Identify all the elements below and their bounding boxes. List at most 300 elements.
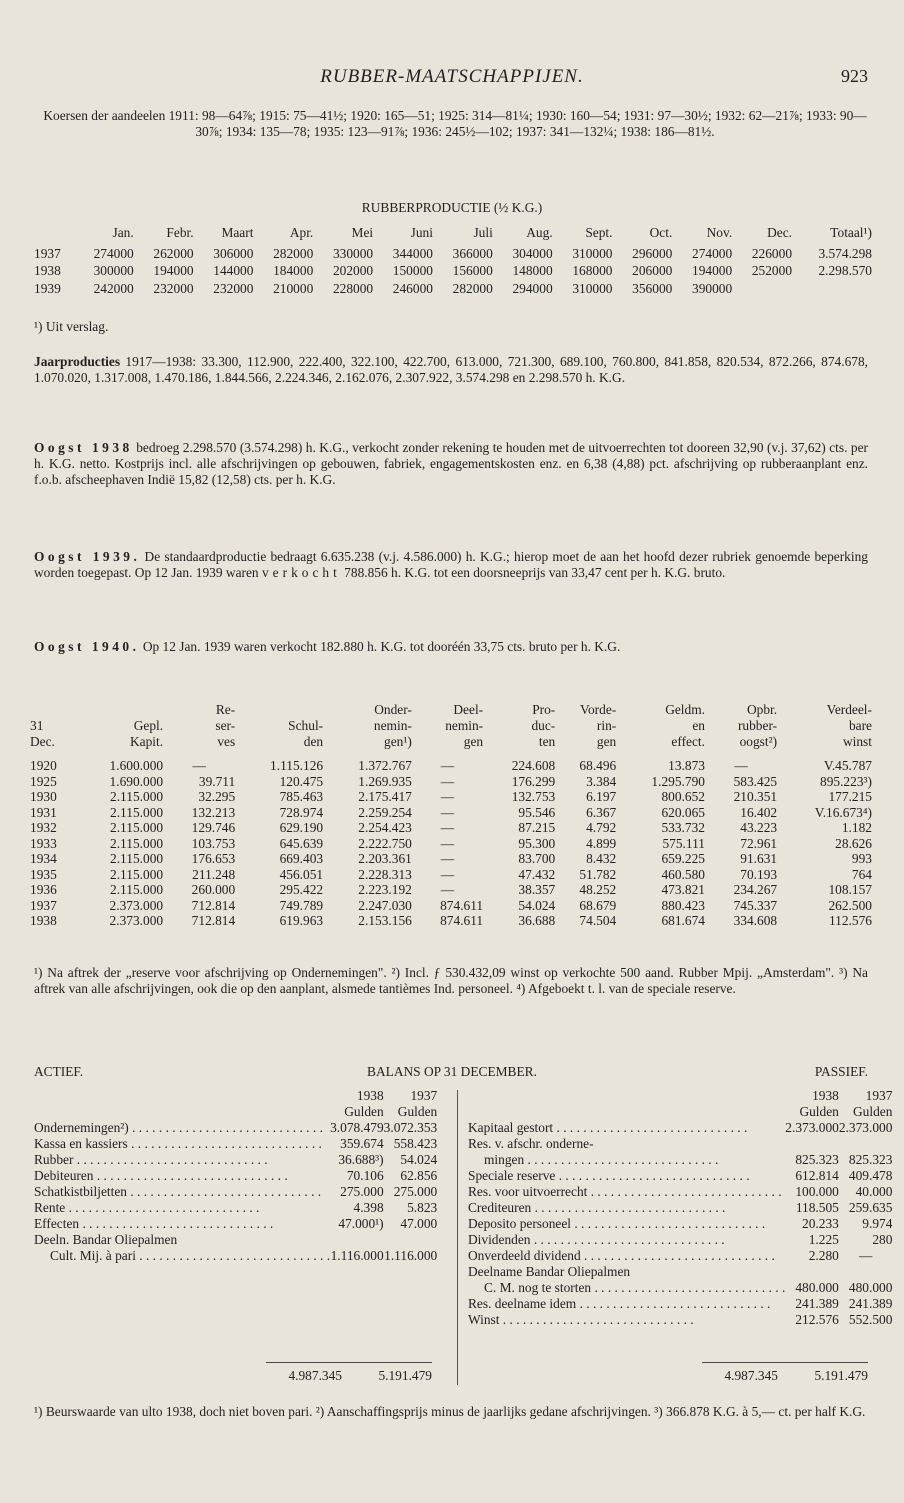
passief-value-1 (785, 1264, 839, 1280)
production-cell (732, 280, 792, 298)
financial-header-line: Gepl. (133, 718, 164, 733)
oogst-1938-label: Oogst 1938 (34, 440, 133, 455)
financial-col-header (163, 702, 235, 758)
financial-cell: 2.223.192 (358, 882, 412, 897)
oogst-1939-paragraph (34, 549, 868, 581)
financial-cell: 2.373.000 (109, 913, 164, 928)
financial-header-line: gen (596, 734, 617, 749)
financial-cell: — (440, 789, 455, 804)
passief-unit-1: Gulden (799, 1104, 839, 1119)
passief-label: Winst . . . (468, 1312, 694, 1327)
actief-label-cell (34, 1248, 330, 1264)
passief-value-2: 280 (872, 1232, 893, 1247)
passief-label-cell (468, 1280, 785, 1296)
financial-header-line: Dec. (30, 734, 55, 749)
financial-cell: 6.197 (586, 789, 617, 804)
financial-cell: 669.403 (279, 851, 324, 866)
jaarproducties-paragraph (34, 354, 868, 386)
financial-col-header (705, 702, 777, 758)
oogst-1939-spaced-word: verkocht (261, 564, 341, 580)
financial-row (30, 851, 872, 867)
passief-label: mingen . . . (484, 1152, 718, 1167)
financial-cell: 993 (851, 851, 872, 866)
actief-label-cell (34, 1136, 330, 1152)
financial-cell: 262.500 (828, 897, 872, 913)
financial-cell: 895.223³) (820, 773, 872, 789)
financial-col-header (412, 702, 483, 758)
financial-cell: 72.961 (740, 835, 778, 851)
production-cell: 242000 (93, 280, 134, 296)
passief-value-2: 825.323 (848, 1152, 893, 1167)
actief-row (34, 1120, 437, 1136)
oogst-1939-label: Oogst 1939. (34, 549, 141, 564)
financial-cell: 3.384 (586, 773, 617, 789)
financial-cell: 95.300 (518, 835, 556, 851)
financial-col-header (777, 702, 872, 758)
production-cell: 226000 (751, 245, 793, 261)
passief-total-2: 5.191.479 (814, 1368, 868, 1383)
financial-cell: 2.115.000 (110, 820, 164, 835)
production-col-header: Oct. (649, 225, 673, 240)
financial-col-header (616, 702, 705, 758)
actief-row (34, 1168, 437, 1184)
financial-header-line: Kapit. (129, 734, 164, 749)
financial-cell: 108.157 (828, 882, 872, 897)
production-col-header: Dec. (767, 225, 793, 240)
financial-cell: 1933 (30, 835, 57, 851)
financial-cell: 2.203.361 (358, 851, 412, 866)
financial-header-line: Re- (215, 702, 236, 717)
production-row (34, 280, 872, 298)
passief-row (468, 1280, 892, 1296)
financial-cell: 785.463 (279, 789, 324, 804)
passief-label: Speciale reserve . . . (468, 1168, 750, 1183)
actief-value-1: 36.688³) (338, 1152, 384, 1167)
production-cell: 1937 (34, 245, 61, 261)
financial-cell: 51.782 (579, 866, 617, 882)
financial-header-line: Pro- (532, 702, 556, 717)
financial-cell: 1.690.000 (109, 773, 164, 789)
actief-value-1 (330, 1232, 384, 1248)
financial-col-header (483, 702, 555, 758)
actief-label-cell (34, 1168, 330, 1184)
passief-value-1: 118.505 (795, 1200, 839, 1215)
financial-cell: 2.115.000 (110, 882, 164, 897)
financial-row (30, 882, 872, 898)
financial-cell: 456.051 (279, 866, 324, 882)
financial-cell: 2.115.000 (110, 804, 164, 820)
actief-value-1: 70.106 (346, 1168, 384, 1183)
financial-cell: 1936 (30, 882, 57, 897)
passief-row (468, 1200, 892, 1216)
financial-row (30, 867, 872, 883)
financial-row (30, 820, 872, 836)
financial-cell: 1932 (30, 820, 57, 835)
passief-row (468, 1168, 892, 1184)
passief-label-cell (468, 1184, 785, 1200)
passief-label-cell (468, 1152, 785, 1168)
financial-cell: 645.639 (279, 835, 324, 851)
actief-value-2: 275.000 (393, 1184, 438, 1199)
passief-label: C. M. nog te storten . . . (484, 1280, 785, 1295)
production-cell: 296000 (632, 245, 673, 261)
passief-label-cell (468, 1248, 785, 1264)
passief-value-1: 241.389 (795, 1296, 839, 1311)
passief-label: Res. voor uitvoerrecht . . . (468, 1184, 782, 1199)
financial-cell: 132.753 (511, 789, 556, 804)
actief-row (34, 1152, 437, 1168)
passief-value-2 (839, 1264, 893, 1280)
financial-cell: 880.423 (661, 897, 705, 913)
actief-label-cell (34, 1200, 330, 1216)
passief-label-wrap (468, 1120, 785, 1136)
production-cell: 1939 (34, 280, 61, 296)
production-cell: 356000 (632, 280, 673, 296)
financial-cell: 619.963 (279, 913, 324, 928)
production-col-header: Febr. (166, 225, 194, 240)
financial-cell: 2.115.000 (110, 835, 164, 851)
passief-value-2: 241.389 (848, 1296, 893, 1311)
financial-cell: 38.357 (518, 882, 556, 897)
passief-label-cell (468, 1264, 785, 1280)
financial-cell: 48.252 (579, 882, 617, 897)
actief-label-wrap (34, 1120, 330, 1136)
passief-unit-2: Gulden (853, 1104, 893, 1119)
passief-label-wrap (468, 1232, 785, 1248)
actief-row (34, 1136, 437, 1152)
financial-header-line: 31 (30, 718, 44, 733)
oogst-1940-text: Op 12 Jan. 1939 waren verkocht 182.880 h. K.G. tot dooréén 33,75 cts. bruto per h. K.G. (139, 639, 621, 654)
financial-cell: 260.000 (191, 882, 236, 897)
financial-cell: 120.475 (279, 773, 324, 789)
actief-label: Deeln. Bandar Oliepalmen (34, 1232, 178, 1247)
production-cell: 228000 (332, 280, 374, 296)
passief-value-2: 409.478 (848, 1168, 893, 1183)
production-cell: 194000 (153, 263, 194, 279)
passief-label-wrap (468, 1312, 785, 1328)
financial-cell: 103.753 (191, 835, 236, 851)
financial-header-line: bare (848, 718, 872, 733)
oogst-1940-label: Oogst 1940. (34, 639, 140, 654)
passief-label-wrap (468, 1184, 785, 1200)
actief-total-1: 4.987.345 (288, 1368, 342, 1383)
financial-col-header (30, 702, 74, 758)
actief-value-1: 1.116.000 (330, 1248, 384, 1263)
financial-cell: 32.295 (198, 789, 236, 804)
financial-cell: 749.789 (279, 897, 324, 913)
passief-label: Res. v. afschr. onderne- (468, 1136, 594, 1151)
financial-cell: 132.213 (191, 804, 236, 820)
actief-row (34, 1248, 437, 1264)
financial-cell: 659.225 (661, 851, 705, 866)
financial-row (30, 805, 872, 821)
passief-row (468, 1216, 892, 1232)
actief-value-1: 275.000 (340, 1184, 384, 1199)
actief-value-2: 558.423 (393, 1136, 438, 1151)
production-cell: 210000 (273, 280, 314, 296)
financial-table (30, 702, 872, 929)
financial-cell: 211.248 (192, 866, 236, 882)
financial-cell: 8.432 (586, 851, 617, 866)
production-col-header: Jan. (112, 225, 134, 240)
passief-label: Kapitaal gestort . . . (468, 1120, 747, 1135)
financial-cell: 176.299 (511, 773, 556, 789)
financial-cell: 87.215 (518, 820, 556, 835)
passief-value-2: 480.000 (848, 1280, 893, 1295)
financial-cell: 2.254.423 (358, 820, 412, 835)
financial-cell: 1.269.935 (358, 773, 412, 789)
financial-header-line: oogst²) (739, 734, 778, 749)
financial-cell: 745.337 (733, 897, 778, 913)
actief-value-2: 47.000 (400, 1216, 438, 1231)
production-col-header: Maart (221, 225, 254, 240)
actief-total-rule (266, 1362, 432, 1363)
passief-label-cell (468, 1296, 785, 1312)
financial-cell: 4.899 (586, 835, 617, 851)
actief-value-1: 359.674 (340, 1136, 384, 1151)
financial-cell: 91.631 (740, 851, 778, 866)
financial-cell: 295.422 (279, 882, 324, 897)
financial-cell: 2.259.254 (358, 804, 412, 820)
actief-value-2 (384, 1232, 438, 1248)
financial-cell: — (440, 773, 455, 789)
financial-col-header (235, 702, 323, 758)
actief-label-cell (34, 1216, 330, 1232)
financial-cell: 728.974 (279, 804, 324, 820)
financial-row (30, 913, 872, 929)
passief-label-cell (468, 1216, 785, 1232)
passief-year-1: 1938 (812, 1088, 839, 1103)
financial-row (30, 789, 872, 805)
production-cell: 3.574.298 (818, 245, 872, 261)
jaarproducties-label: Jaarproducties (34, 354, 121, 369)
production-title: RUBBERPRODUCTIE (½ K.G.) (361, 200, 543, 215)
production-cell: 156000 (452, 263, 493, 279)
financial-cell: 28.626 (835, 835, 872, 851)
financial-cell: 583.425 (733, 773, 778, 789)
actief-unit-1: Gulden (344, 1104, 384, 1119)
passief-label: Crediteuren . . . (468, 1200, 725, 1215)
financial-cell: 1937 (30, 897, 57, 913)
koersen-paragraph: Koersen der aandeelen 1911: 98—64⅞; 1915: 75—41½; 1920: 165—51; 1925: 314—81¼; 1930: 160—54; 1931: 97—30½; 1932: 62—21⅞; 1933: 90—30⅞; 1934: 135—78; 1935: 123—91⅞; 1936: 245½—102; 1937: 341—132¼; 1938: 186—81½. (43, 108, 867, 139)
production-cell: 206000 (632, 263, 673, 279)
financial-cell: 2.222.750 (358, 835, 412, 851)
financial-cell: 2.153.156 (358, 913, 412, 928)
passief-label-wrap (468, 1264, 785, 1280)
production-cell: 294000 (512, 280, 553, 296)
passief-label-cell (468, 1312, 785, 1328)
production-cell: 282000 (452, 280, 493, 296)
production-cell: 304000 (512, 245, 553, 261)
financial-cell: 1931 (30, 804, 57, 820)
financial-header-line: rin- (596, 718, 617, 733)
financial-row (30, 774, 872, 790)
financial-cell: 112.576 (828, 913, 872, 928)
financial-cell: 177.215 (828, 789, 872, 804)
financial-header-line: ser- (215, 718, 236, 733)
financial-col-header (555, 702, 616, 758)
financial-cell: V.16.673⁴) (814, 804, 872, 820)
financial-header-line: Geldm. (665, 702, 705, 717)
actief-table (34, 1088, 437, 1264)
passief-row (468, 1232, 892, 1248)
passief-label-cell (468, 1232, 785, 1248)
financial-cell: 1935 (30, 866, 57, 882)
financial-cell: 43.223 (740, 820, 778, 835)
financial-cell: 620.065 (661, 804, 705, 820)
actief-label: Schatkistbiljetten . . . (34, 1184, 321, 1199)
production-cell: 148000 (512, 263, 553, 279)
passief-row (468, 1296, 892, 1312)
actief-label-wrap (34, 1248, 330, 1264)
production-col-header: Totaal¹) (830, 225, 872, 240)
financial-header-line: winst (842, 734, 872, 749)
production-row (34, 262, 872, 280)
actief-value-2: 54.024 (400, 1152, 438, 1167)
actief-label: Rente . . . (34, 1200, 259, 1215)
financial-cell: 234.267 (733, 882, 778, 897)
passief-value-1: 212.576 (795, 1312, 839, 1327)
financial-cell: — (440, 758, 455, 773)
actief-total-2: 5.191.479 (378, 1368, 432, 1383)
running-title: RUBBER-MAATSCHAPPIJEN. (320, 66, 584, 87)
actief-row (34, 1232, 437, 1248)
financial-header-line: Verdeel- (826, 702, 872, 717)
production-col-header: Apr. (289, 225, 314, 240)
financial-cell: 1.182 (841, 820, 872, 835)
passief-total-rule (702, 1362, 868, 1363)
production-cell: 150000 (392, 263, 433, 279)
financial-cell: 36.688 (518, 913, 556, 928)
production-cell: 274000 (692, 245, 733, 261)
passief-value-1: 100.000 (795, 1184, 839, 1199)
financial-header-line: nemin- (373, 718, 412, 733)
financial-header-line: nemin- (445, 718, 484, 733)
oogst-1938-paragraph (34, 440, 868, 487)
financial-cell: 95.546 (518, 804, 556, 820)
financial-cell: 13.873 (668, 758, 705, 773)
passief-value-1: 480.000 (795, 1280, 839, 1295)
financial-row (30, 836, 872, 852)
financial-header-line: rubber- (737, 718, 778, 733)
financial-cell: 1.372.767 (358, 758, 412, 773)
production-cell: 310000 (572, 245, 613, 261)
passief-label-cell (468, 1120, 785, 1136)
passief-value-1: 612.814 (795, 1168, 839, 1183)
passief-label-wrap (468, 1168, 785, 1184)
passief-value-2 (839, 1136, 893, 1152)
financial-cell: 874.611 (440, 897, 484, 913)
actief-unit-2: Gulden (397, 1104, 438, 1119)
passief-row (468, 1184, 892, 1200)
passief-total-1: 4.987.345 (724, 1368, 778, 1383)
passief-row (468, 1312, 892, 1328)
financial-cell: 2.175.417 (358, 789, 412, 804)
passief-value-2: 2.373.000 (838, 1120, 893, 1135)
financial-cell: 68.679 (579, 897, 617, 913)
passief-value-2: — (858, 1248, 873, 1263)
financial-cell: 1925 (30, 773, 57, 789)
financial-col-header (74, 702, 163, 758)
production-col-header (34, 225, 74, 245)
financial-cell: — (440, 820, 455, 835)
production-row (34, 245, 872, 263)
financial-cell: 1.115.126 (270, 758, 324, 773)
oogst-1940-paragraph (34, 639, 868, 655)
passief-value-1: 2.373.000 (785, 1120, 839, 1135)
passief-row (468, 1248, 892, 1264)
actief-label-cell (34, 1232, 330, 1248)
financial-cell: 74.504 (579, 913, 617, 928)
financial-cell: 533.732 (661, 820, 705, 835)
financial-cell: 2.115.000 (110, 866, 164, 882)
passief-label: Dividenden . . . (468, 1232, 725, 1247)
financial-cell: 1934 (30, 851, 57, 866)
financial-cell: 83.700 (518, 851, 556, 866)
production-col-header: Sept. (585, 225, 613, 240)
production-cell: 366000 (452, 245, 493, 261)
production-col-header: Juni (410, 225, 433, 240)
passief-label-wrap (468, 1152, 785, 1168)
passief-label-wrap (468, 1248, 785, 1264)
passief-row (468, 1136, 892, 1152)
production-table (34, 225, 872, 297)
actief-year-2: 1937 (410, 1088, 438, 1103)
balance-divider (457, 1090, 458, 1385)
financial-cell: — (440, 851, 455, 866)
actief-value-2: 5.823 (407, 1200, 438, 1215)
passief-label: Onverdeeld dividend . . . (468, 1248, 775, 1263)
production-cell: 274000 (93, 245, 134, 261)
production-cell: 282000 (273, 245, 314, 261)
production-cell: 344000 (392, 245, 433, 261)
passief-label-wrap (468, 1296, 785, 1312)
actief-value-1: 4.398 (353, 1200, 384, 1215)
production-cell: 2.298.570 (818, 263, 872, 279)
production-cell: 168000 (572, 263, 613, 279)
passief-year-2: 1937 (865, 1088, 893, 1103)
financial-cell: 39.711 (198, 773, 236, 789)
actief-label-cell (34, 1152, 330, 1168)
passief-value-1: 20.233 (802, 1216, 839, 1231)
financial-header-line: effect. (671, 734, 705, 749)
financial-cell: 210.351 (733, 789, 778, 804)
financial-cell: 129.746 (191, 820, 236, 835)
production-cell (792, 280, 872, 298)
financial-cell: 764 (851, 866, 872, 882)
actief-label: Kassa en kassiers . . . (34, 1136, 322, 1151)
production-cell: 232000 (153, 280, 194, 296)
actief-value-1: 3.078.479 (330, 1120, 384, 1135)
financial-cell: — (192, 758, 206, 773)
production-cell: 252000 (751, 263, 793, 279)
financial-row (30, 758, 872, 774)
actief-heading: ACTIEF. (34, 1064, 84, 1079)
passief-value-1: 825.323 (795, 1152, 839, 1167)
financial-header-line: duc- (531, 718, 556, 733)
financial-header-line: Deel- (453, 702, 484, 717)
passief-row (468, 1152, 892, 1168)
actief-label: Cult. Mij. à pari . . . (50, 1248, 330, 1263)
oogst-1939-text-b: 788.856 h. K.G. tot een doorsneeprijs van 33,47 cent per h. K.G. bruto. (340, 564, 726, 580)
financial-header-line: den (303, 734, 324, 749)
financial-cell: — (440, 866, 455, 882)
financial-cell: 712.814 (191, 897, 236, 913)
financial-cell: — (440, 835, 455, 851)
passief-row (468, 1120, 892, 1136)
actief-value-2: 1.116.000 (384, 1248, 438, 1263)
actief-label: Effecten . . . (34, 1216, 273, 1231)
